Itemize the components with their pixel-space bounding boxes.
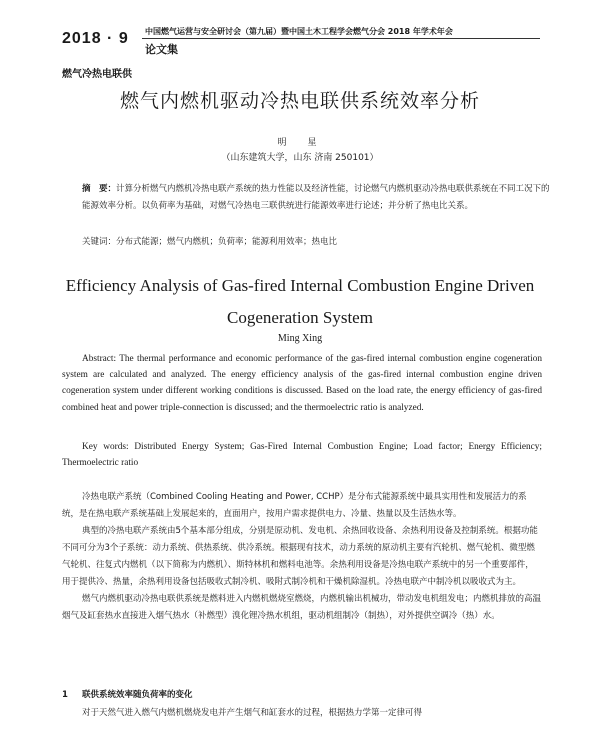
collection-label: 论文集 bbox=[145, 43, 178, 56]
header-divider bbox=[142, 38, 540, 39]
keywords-en-label: Key words: bbox=[82, 442, 129, 452]
affiliation-chinese: （山东建筑大学，山东 济南 250101） bbox=[221, 153, 379, 163]
conference-name: 中国燃气运营与安全研讨会（第九届）暨中国土木工程学会燃气分会 2018 年学术年会 bbox=[145, 27, 453, 36]
author-chinese: 明 星 bbox=[277, 138, 323, 148]
abstract-cn-label: 摘 要： bbox=[82, 184, 117, 194]
keywords-cn-text: 分布式能源；燃气内燃机；负荷率；能源利用效率；热电比 bbox=[116, 237, 338, 247]
section-1-title: 联供系统效率随负荷率的变化 bbox=[82, 690, 193, 700]
abstract-en-text: The thermal performance and economic performance of the gas-fired internal combustion engine cogeneration system are calculated and analyzed. The energy efficiency analysis of the gas-fired internal combustion engine driven cogeneration system under different working conditions is discussed. Based on the load rate, the energy efficiency of gas-fired combined heat and power triple-connection is discussed; and the thermoelectric ratio is analyzed. bbox=[62, 354, 543, 413]
abstract-chinese bbox=[82, 181, 554, 215]
author-english: Ming Xing bbox=[277, 333, 323, 344]
title-chinese: 燃气内燃机驱动冷热电联供系统效率分析 bbox=[119, 90, 480, 112]
section-label: 燃气冷热电联供 bbox=[62, 69, 132, 80]
body-paragraph-2: 典型的冷热电联产系统由5个基本部分组成，分别是原动机、发电机、余热回收设备、余热利用设备及控制系统。根据功能不同可分为3个子系统：动力系统、供热系统、供冷系统。根据现有技术，动力系统的原动机主要有汽轮机、燃气轮机、微型燃气轮机、往复式内燃机（以下简称为内燃机）、斯特林机和燃料电池等。余热利用设备是冷热电联产系统中的另一个重要部件，用于提供冷、热量，余热利用设备包括吸收式制冷机、吸附式制冷机和干燥机除湿机。冷热电联产中制冷机以吸收式为主。 bbox=[62, 526, 538, 587]
abstract-en-label: Abstract: bbox=[82, 354, 117, 364]
abstract-english bbox=[62, 351, 542, 416]
section-1-number: 1 bbox=[62, 690, 68, 700]
title-english-line2: Cogeneration System bbox=[227, 308, 373, 327]
keywords-cn-label: 关键词： bbox=[82, 237, 117, 247]
keywords-english bbox=[62, 439, 542, 471]
title-english-line1: Efficiency Analysis of Gas-fired Internal Combustion Engine Driven bbox=[65, 276, 535, 295]
body-last-line: 对于天然气进入燃气内燃机燃烧发电并产生烟气和缸套水的过程，根据热力学第一定律可得 bbox=[82, 708, 423, 718]
body-paragraph-1: 冷热电联产系统（Combined Cooling Heating and Power, CCHP）是分布式能源系统中最具实用性和发展活力的系统，是在热电联产系统基础上发展起来的，直面用户，按用户需求提供电力、冷量、热量以及生活热水等。 bbox=[62, 492, 527, 519]
abstract-cn-text: 计算分析燃气内燃机冷热电联产系统的热力性能以及经济性能，讨论燃气内燃机驱动冷热电联供系统在不同工况下的能源效率分析。以负荷率为基础，对燃气冷热电三联供统进行能源效率进行论述；并分析了热电比关系。 bbox=[82, 184, 550, 211]
keywords-en-text: Distributed Energy System; Gas-Fired Internal Combustion Engine; Load factor; Energy Efficiency; Thermoelectric ratio bbox=[62, 442, 543, 469]
body-text bbox=[62, 489, 542, 625]
body-paragraph-3: 燃气内燃机驱动冷热电联供系统是燃料进入内燃机燃烧室燃烧，内燃机输出机械功，带动发电机组发电；内燃机排放的高温烟气及缸套热水直接进入烟气热水（补燃型）溴化锂冷热水机组，驱动机组制冷（制热），对外提供空调冷（热）水。 bbox=[62, 594, 542, 621]
keywords-chinese bbox=[82, 234, 554, 251]
issue-year: 2018 · 9 bbox=[62, 30, 129, 47]
section-1-heading bbox=[62, 688, 193, 700]
